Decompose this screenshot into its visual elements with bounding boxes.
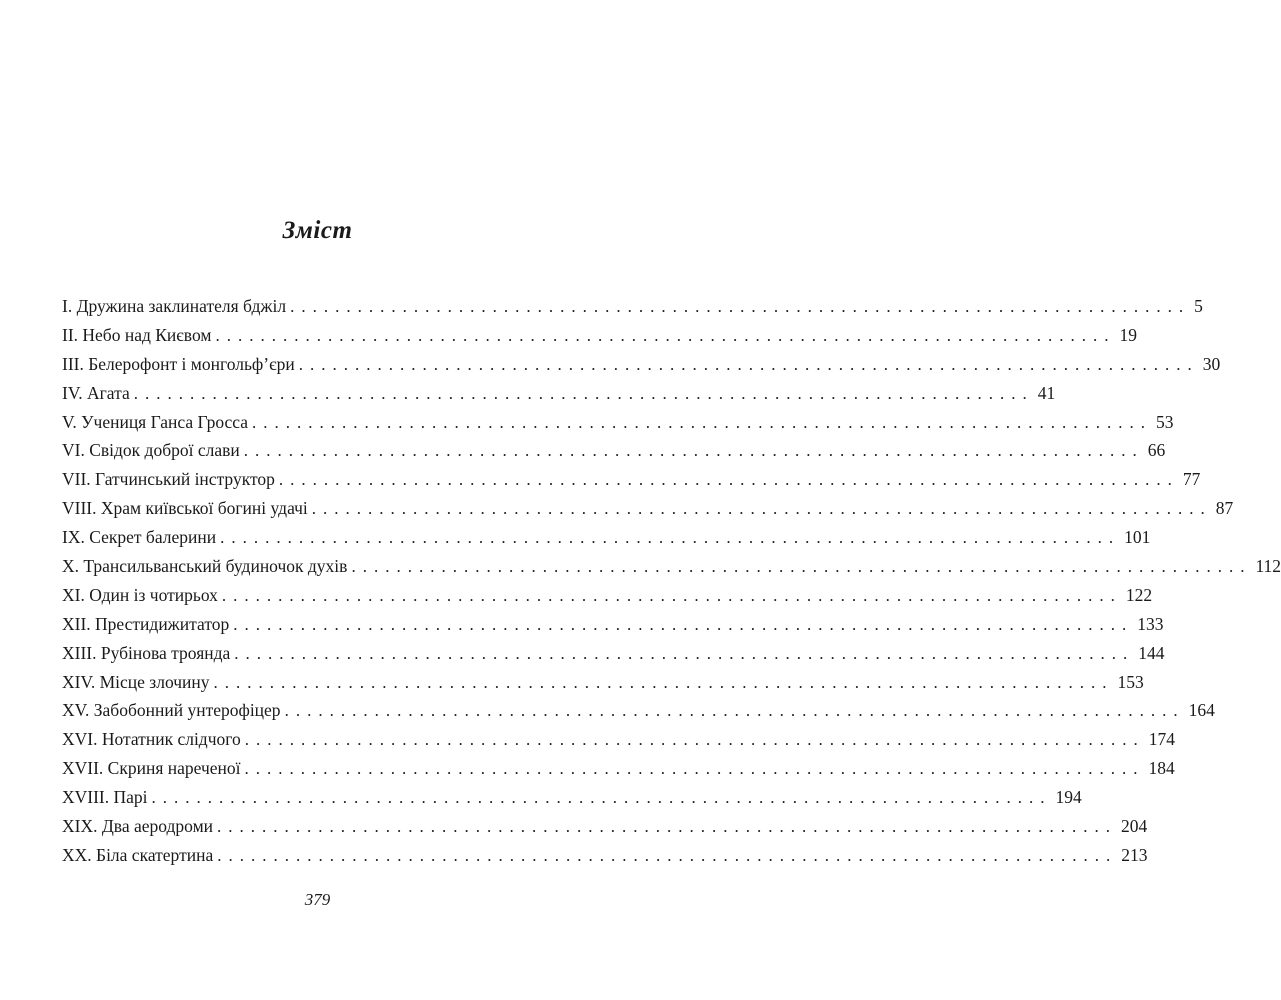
dot-leader: ................................................................................ — [220, 528, 1121, 548]
toc-entry-title: I. Дружина заклинателя бджіл — [62, 296, 287, 316]
toc-entry-title: V. Учениця Ганса Гросса — [62, 411, 249, 432]
toc-entry-page: 112 — [1255, 556, 1281, 577]
toc-entry-page: 184 — [1148, 758, 1175, 779]
toc-entry — [62, 292, 1203, 321]
toc-entry — [62, 436, 1166, 465]
toc-entry — [62, 841, 1148, 870]
toc-entry-page: 101 — [1124, 527, 1151, 548]
toc-entry — [62, 350, 1221, 379]
toc-entry-page: 5 — [1194, 296, 1203, 316]
dot-leader: ................................................................................ — [290, 297, 1191, 316]
toc-entry-title: III. Белерофонт і монгольф’єри — [62, 353, 295, 374]
toc-entry — [62, 696, 1215, 725]
toc-entry — [62, 552, 1281, 581]
toc-entry-title: XVIII. Парі — [62, 787, 148, 808]
toc-entry-page: 164 — [1188, 700, 1215, 721]
toc-entry-page: 204 — [1121, 816, 1148, 837]
toc-entry-page: 133 — [1137, 613, 1164, 634]
toc-entry-page: 77 — [1182, 469, 1201, 490]
dot-leader: ................................................................................ — [151, 788, 1052, 808]
dot-leader: ................................................................................ — [215, 325, 1116, 345]
toc-entry-page: 66 — [1147, 440, 1166, 461]
toc-entry — [62, 725, 1176, 754]
toc-entry-page: 174 — [1148, 729, 1176, 750]
toc-entry-title: XIV. Місце злочину — [62, 671, 210, 692]
toc-entry — [62, 523, 1151, 552]
toc-entry-title: IV. Агата — [62, 382, 130, 403]
page-title: Зміст — [282, 216, 353, 244]
toc-entry — [62, 812, 1148, 841]
toc-entry-title: X. Трансильванський будиночок духів — [62, 556, 348, 577]
toc-entry-title: XV. Забобонний унтерофіцер — [62, 700, 281, 721]
dot-leader: ................................................................................ — [221, 585, 1122, 605]
dot-leader: ................................................................................ — [351, 557, 1252, 577]
toc-entry-page: 19 — [1119, 324, 1137, 345]
dot-leader: ................................................................................ — [234, 643, 1135, 663]
toc-entry — [62, 639, 1165, 668]
toc-entry-title: XX. Біла скатертина — [62, 844, 214, 865]
toc-entry-title: VII. Гатчинський інструктор — [62, 469, 275, 490]
dot-leader: ................................................................................ — [217, 845, 1118, 865]
page-number: 379 — [304, 890, 331, 909]
toc-entry-title: IX. Секрет балерини — [62, 527, 217, 548]
toc-entry-page: 153 — [1117, 671, 1144, 692]
dot-leader: ................................................................................ — [233, 614, 1134, 634]
toc-entry-page: 41 — [1037, 382, 1056, 403]
dot-leader: ................................................................................ — [278, 470, 1179, 490]
toc-entry — [62, 379, 1056, 408]
toc-entry-title: XVII. Скриня нареченої — [62, 758, 241, 779]
dot-leader: ................................................................................ — [217, 817, 1118, 837]
toc-entry — [62, 783, 1082, 812]
toc-entry-page: 144 — [1138, 642, 1165, 663]
toc-entry — [62, 494, 1234, 523]
toc-entry-title: II. Небо над Києвом — [62, 324, 212, 345]
toc-entry-title: VIII. Храм київської богині удачі — [62, 498, 308, 519]
dot-leader: ................................................................................ — [133, 383, 1034, 403]
toc-entry-page: 194 — [1055, 787, 1082, 808]
toc-entry-title: XII. Престидижитатор — [62, 613, 230, 634]
dot-leader: ................................................................................ — [243, 441, 1144, 461]
toc-entry — [62, 754, 1175, 783]
dot-leader: ................................................................................ — [244, 759, 1145, 779]
toc-entry — [62, 581, 1153, 610]
toc-entry — [62, 465, 1201, 494]
toc-entry-page: 53 — [1156, 411, 1174, 432]
dot-leader: ................................................................................ — [298, 354, 1199, 374]
toc-entry-title: XIX. Два аеродроми — [62, 816, 214, 837]
toc-entry-title: XIII. Рубінова троянда — [62, 642, 231, 663]
toc-entry-page: 30 — [1202, 353, 1221, 374]
toc-entry-page: 122 — [1125, 584, 1153, 605]
toc-entry — [62, 610, 1164, 639]
toc-entry — [62, 668, 1144, 697]
toc-entry-page: 213 — [1121, 844, 1148, 865]
dot-leader: ................................................................................ — [252, 412, 1153, 432]
dot-leader: ................................................................................ — [213, 672, 1114, 692]
dot-leader: ................................................................................ — [244, 730, 1145, 750]
dot-leader: ................................................................................ — [311, 499, 1212, 519]
toc-entry-title: XVI. Нотатник слідчого — [62, 729, 241, 750]
toc-entry-page: 87 — [1215, 498, 1234, 519]
toc-entry-title: VI. Свідок доброї слави — [62, 440, 240, 461]
dot-leader: ................................................................................ — [284, 701, 1185, 721]
table-of-contents — [62, 292, 1281, 870]
toc-entry-title: XI. Один із чотирьох — [62, 584, 218, 605]
toc-entry — [62, 408, 1174, 437]
toc-entry — [62, 321, 1137, 350]
